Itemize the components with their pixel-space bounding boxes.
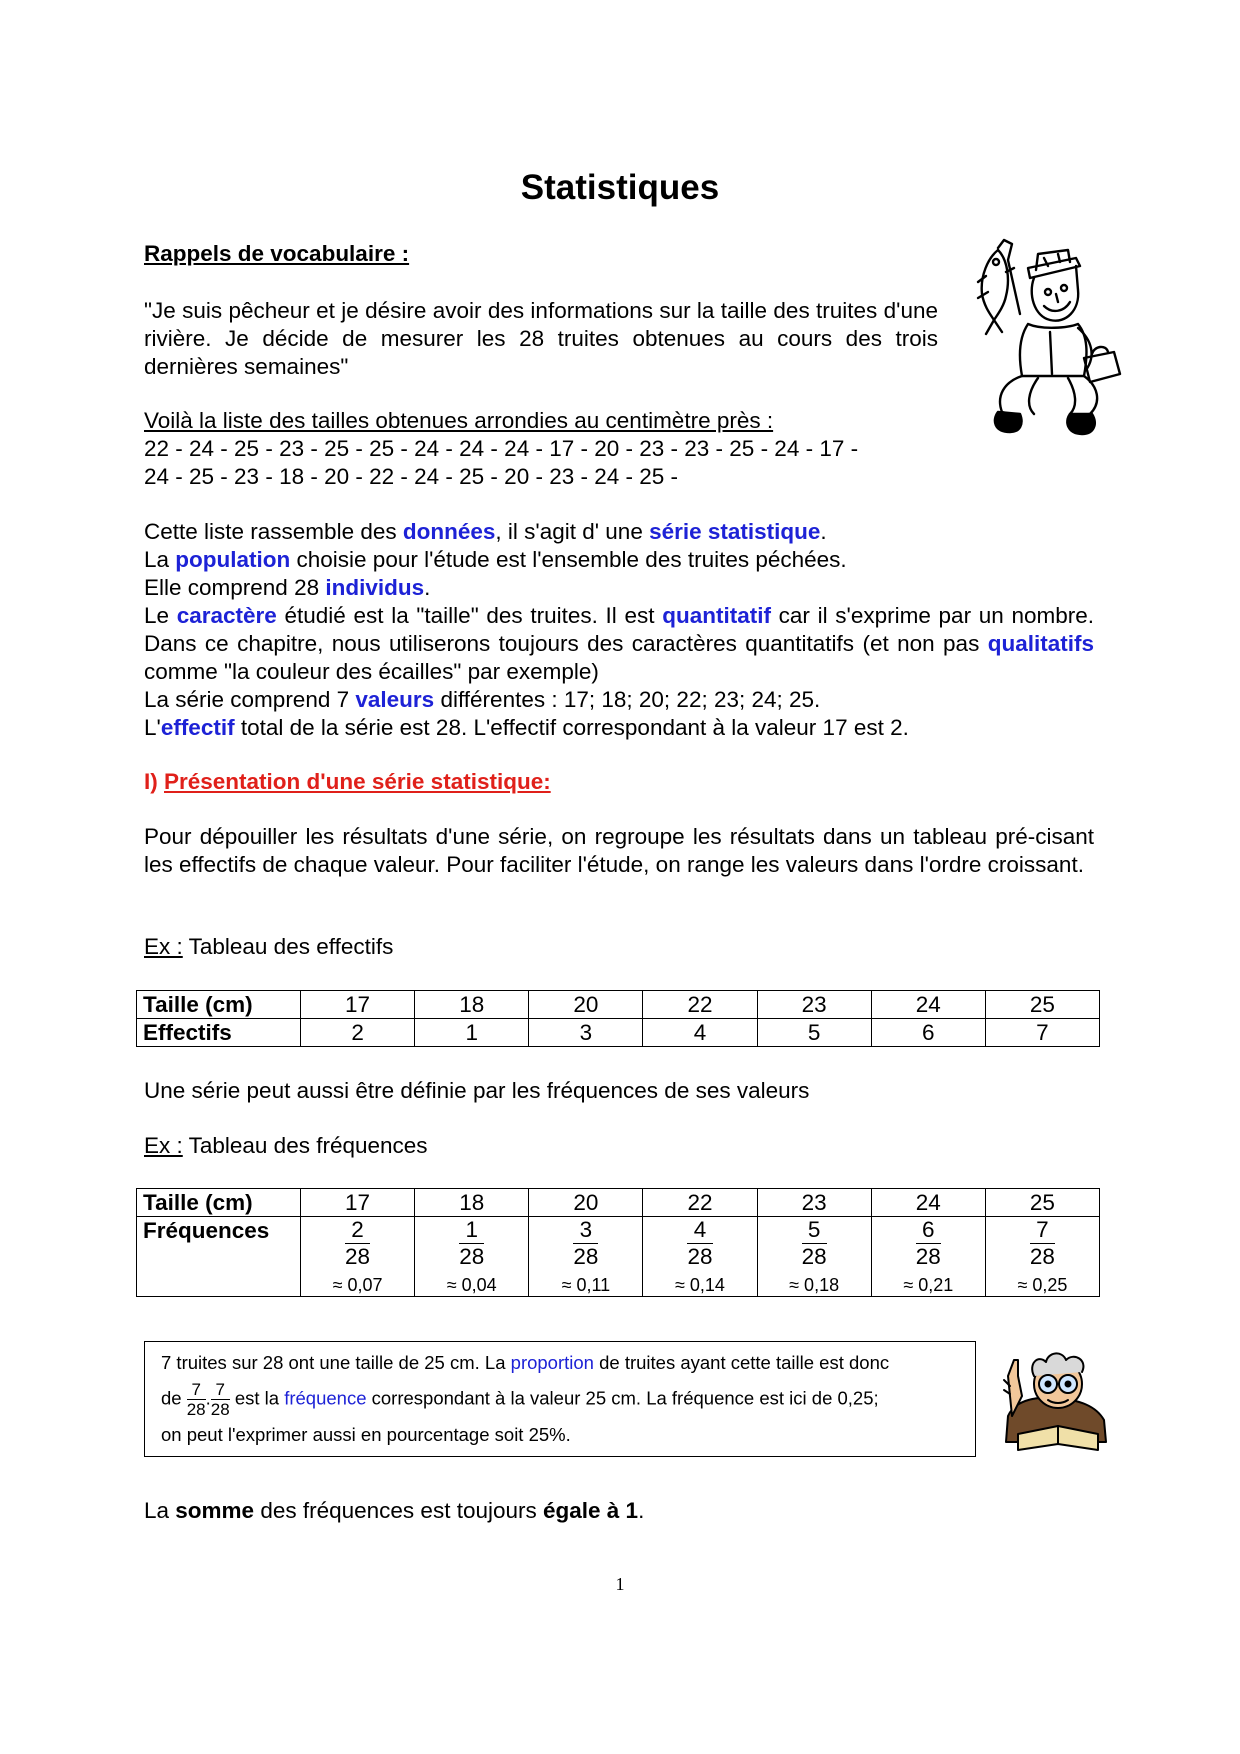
count-cell: 2 bbox=[301, 1019, 415, 1047]
explanation-box bbox=[144, 1341, 976, 1457]
value-cell: 17 bbox=[301, 1189, 415, 1217]
table-row bbox=[137, 991, 1100, 1019]
table-row bbox=[137, 1189, 1100, 1217]
sum-statement: La somme des fréquences est toujours égale à 1. bbox=[144, 1498, 645, 1523]
count-cell: 6 bbox=[871, 1019, 985, 1047]
section-intro: Pour dépouiller les résultats d'une série, on regroupe les résultats dans un tableau pré-cisant les effectifs de chaque valeur. Pour faciliter l'étude, on range les valeurs dans l'ordre croissant. bbox=[144, 824, 1094, 877]
example-2-label: Ex : Tableau des fréquences bbox=[144, 1133, 428, 1158]
row-head-taille: Taille (cm) bbox=[137, 991, 301, 1019]
table-row bbox=[137, 1217, 1100, 1297]
definition-donnees: Cette liste rassemble des données, il s'agit d' une série statistique. bbox=[144, 519, 827, 544]
frequency-cell: $\frac{5}{28}$ ≈ 0,18 bbox=[757, 1217, 871, 1297]
frequency-cell: $\frac{1}{28}$ ≈ 0,04 bbox=[415, 1217, 529, 1297]
count-cell: 4 bbox=[643, 1019, 757, 1047]
count-cell: 1 bbox=[415, 1019, 529, 1047]
frequency-cell: $\frac{6}{28}$ ≈ 0,21 bbox=[871, 1217, 985, 1297]
value-cell: 22 bbox=[643, 1189, 757, 1217]
section-heading: I) Présentation d'une série statistique: bbox=[144, 769, 551, 794]
value-cell: 23 bbox=[757, 1189, 871, 1217]
value-cell: 18 bbox=[415, 1189, 529, 1217]
value-cell: 18 bbox=[415, 991, 529, 1019]
value-cell: 20 bbox=[529, 991, 643, 1019]
definition-caractere: Le caractère étudié est la "taille" des truites. Il est quantitatif car il s'exprime par un nombre. Dans ce chapitre, nous utiliserons toujours des caractères quantitatifs (et non pas qualitatifs comme "la couleur des écailles" par exemple) bbox=[144, 603, 1095, 684]
page-number: 1 bbox=[615, 1574, 625, 1594]
definitions-block bbox=[144, 518, 1094, 742]
value-cell: 23 bbox=[757, 991, 871, 1019]
definition-individus: Elle comprend 28 individus. bbox=[144, 575, 431, 600]
frequences-table bbox=[136, 1188, 1100, 1297]
frequency-cell: $\frac{2}{28}$ ≈ 0,07 bbox=[301, 1217, 415, 1297]
effectifs-table bbox=[136, 990, 1100, 1047]
list-line-1: 22 - 24 - 25 - 23 - 25 - 25 - 24 - 24 - 24 - 17 - 20 - 23 - 23 - 25 - 24 - 17 - bbox=[144, 436, 859, 461]
value-cell: 24 bbox=[871, 1189, 985, 1217]
value-cell: 22 bbox=[643, 991, 757, 1019]
quote-paragraph: "Je suis pêcheur et je désire avoir des informations sur la taille des truites d'une rivière. Je décide de mesurer les 28 truites obtenues au cours des trois dernières semaines" bbox=[144, 298, 938, 379]
box-line-1: 7 truites sur 28 ont une taille de 25 cm. La proportion de truites ayant cette taille est donc bbox=[161, 1352, 890, 1373]
vocab-heading: Rappels de vocabulaire : bbox=[144, 241, 410, 266]
value-cell: 25 bbox=[985, 1189, 1099, 1217]
frequency-cell: $\frac{7}{28}$ ≈ 0,25 bbox=[985, 1217, 1099, 1297]
definition-effectif: L'effectif total de la série est 28. L'effectif correspondant à la valeur 17 est 2. bbox=[144, 715, 909, 740]
count-cell: 7 bbox=[985, 1019, 1099, 1047]
count-cell: 3 bbox=[529, 1019, 643, 1047]
box-line-3: on peut l'exprimer aussi en pourcentage soit 25%. bbox=[161, 1424, 571, 1445]
row-head-effectifs: Effectifs bbox=[137, 1019, 301, 1047]
fisherman-illustration bbox=[958, 236, 1128, 446]
professor-illustration bbox=[998, 1346, 1116, 1452]
page-title: Statistiques bbox=[520, 168, 720, 207]
value-cell: 25 bbox=[985, 991, 1099, 1019]
frequency-cell: $\frac{3}{28}$ ≈ 0,11 bbox=[529, 1217, 643, 1297]
table-row bbox=[137, 1019, 1100, 1047]
count-cell: 5 bbox=[757, 1019, 871, 1047]
value-cell: 20 bbox=[529, 1189, 643, 1217]
row-head-taille: Taille (cm) bbox=[137, 1189, 301, 1217]
row-head-frequences: Fréquences bbox=[137, 1217, 301, 1297]
frequency-cell: $\frac{4}{28}$ ≈ 0,14 bbox=[643, 1217, 757, 1297]
definition-valeurs: La série comprend 7 valeurs différentes : 17; 18; 20; 22; 23; 24; 25. bbox=[144, 687, 821, 712]
example-1-label: Ex : Tableau des effectifs bbox=[144, 934, 394, 959]
value-cell: 17 bbox=[301, 991, 415, 1019]
frequency-intro: Une série peut aussi être définie par les fréquences de ses valeurs bbox=[144, 1078, 810, 1103]
definition-population: La population choisie pour l'étude est l'ensemble des truites péchées. bbox=[144, 547, 847, 572]
box-line-2: de $\frac{7}{28}$ . $\frac{7}{28}$ est la fréquence correspondant à la valeur 25 cm. La fréquence est ici de 0,25; bbox=[161, 1380, 879, 1419]
value-cell: 24 bbox=[871, 991, 985, 1019]
list-intro: Voilà la liste des tailles obtenues arrondies au centimètre près : bbox=[144, 408, 774, 433]
list-line-2: 24 - 25 - 23 - 18 - 20 - 22 - 24 - 25 - 20 - 23 - 24 - 25 - bbox=[144, 464, 679, 489]
